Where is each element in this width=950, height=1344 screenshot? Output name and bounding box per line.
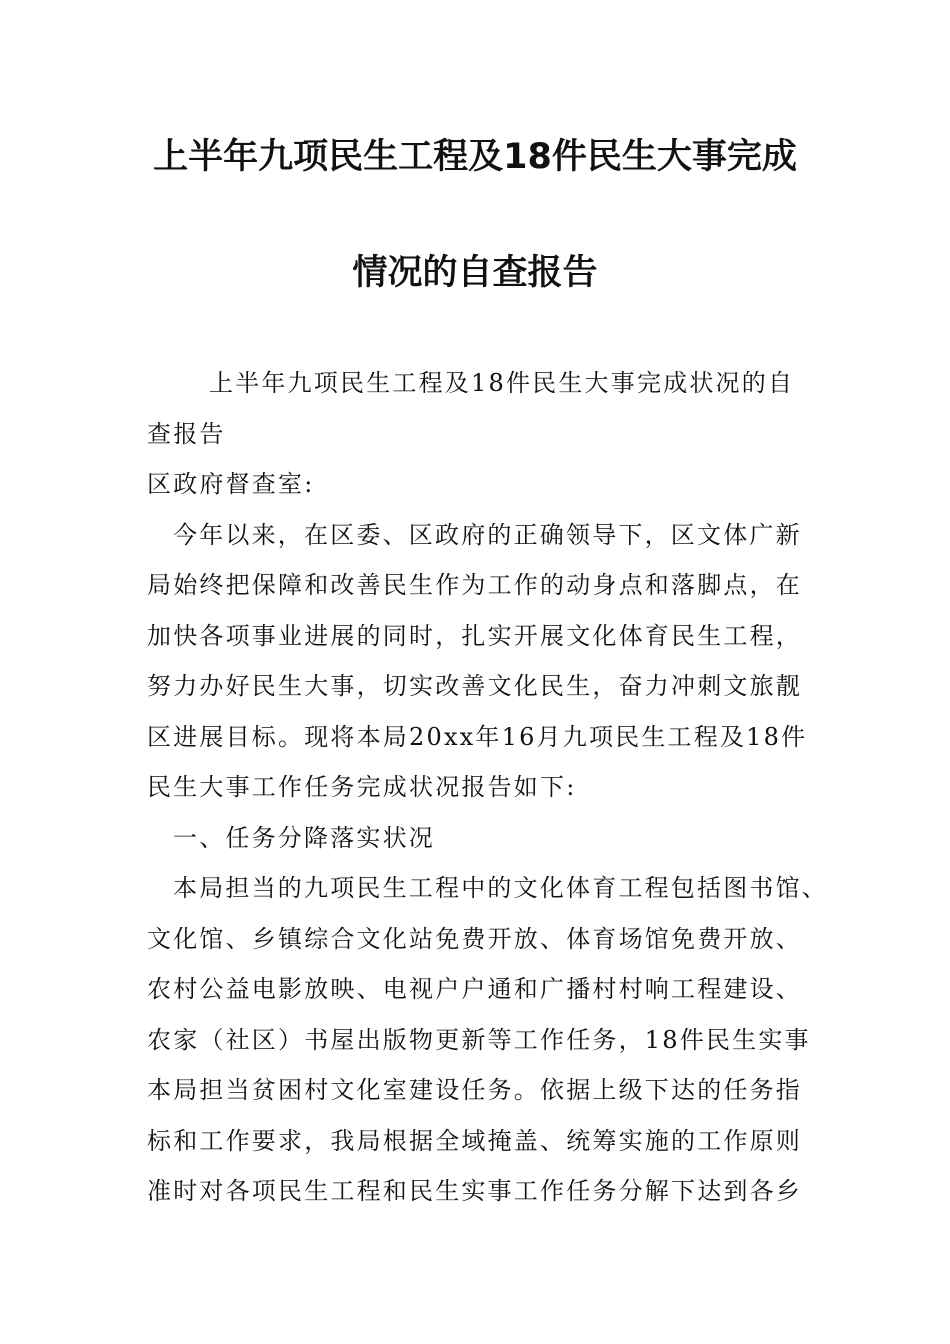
body-line: 上半年九项民生工程及18件民生大事完成状况的自 — [209, 369, 795, 397]
document-title-line-2: 情况的自查报告 — [352, 253, 598, 293]
body-line: 本局担当贫困村文化室建设任务。依据上级下达的任务指 — [147, 1076, 802, 1104]
body-line: 本局担当的九项民生工程中的文化体育工程包括图书馆、 — [173, 874, 828, 902]
body-line: 加快各项事业进展的同时，扎实开展文化体育民生工程， — [147, 621, 802, 650]
body-line: 农家（社区）书屋出版物更新等工作任务，18件民生实事 — [147, 1025, 811, 1054]
body-line: 局始终把保障和改善民生作为工作的动身点和落脚点，在 — [147, 571, 802, 599]
body-line: 民生大事工作任务完成状况报告如下: — [147, 773, 577, 801]
body-line: 查报告 — [147, 419, 226, 448]
section-heading: 一、任务分降落实状况 — [173, 823, 435, 852]
body-line: 区政府督查室: — [147, 470, 315, 498]
body-line: 区进展目标。现将本局20xx年16月九项民生工程及18件 — [147, 722, 808, 751]
document-title-line-1: 上半年九项民生工程及18件民生大事完成 — [153, 137, 797, 177]
body-line: 农村公益电影放映、电视户户通和广播村村响工程建设、 — [147, 975, 802, 1003]
body-line: 标和工作要求，我局根据全域掩盖、统筹实施的工作原则 — [147, 1126, 802, 1155]
body-line: 准时对各项民生工程和民生实事工作任务分解下达到各乡 — [147, 1177, 802, 1205]
body-line: 努力办好民生大事，切实改善文化民生，奋力冲刺文旅靓 — [147, 672, 802, 700]
document-body — [147, 358, 828, 1217]
body-line: 今年以来，在区委、区政府的正确领导下，区文体广新 — [173, 520, 802, 549]
body-line: 文化馆、乡镇综合文化站免费开放、体育场馆免费开放、 — [147, 924, 802, 953]
